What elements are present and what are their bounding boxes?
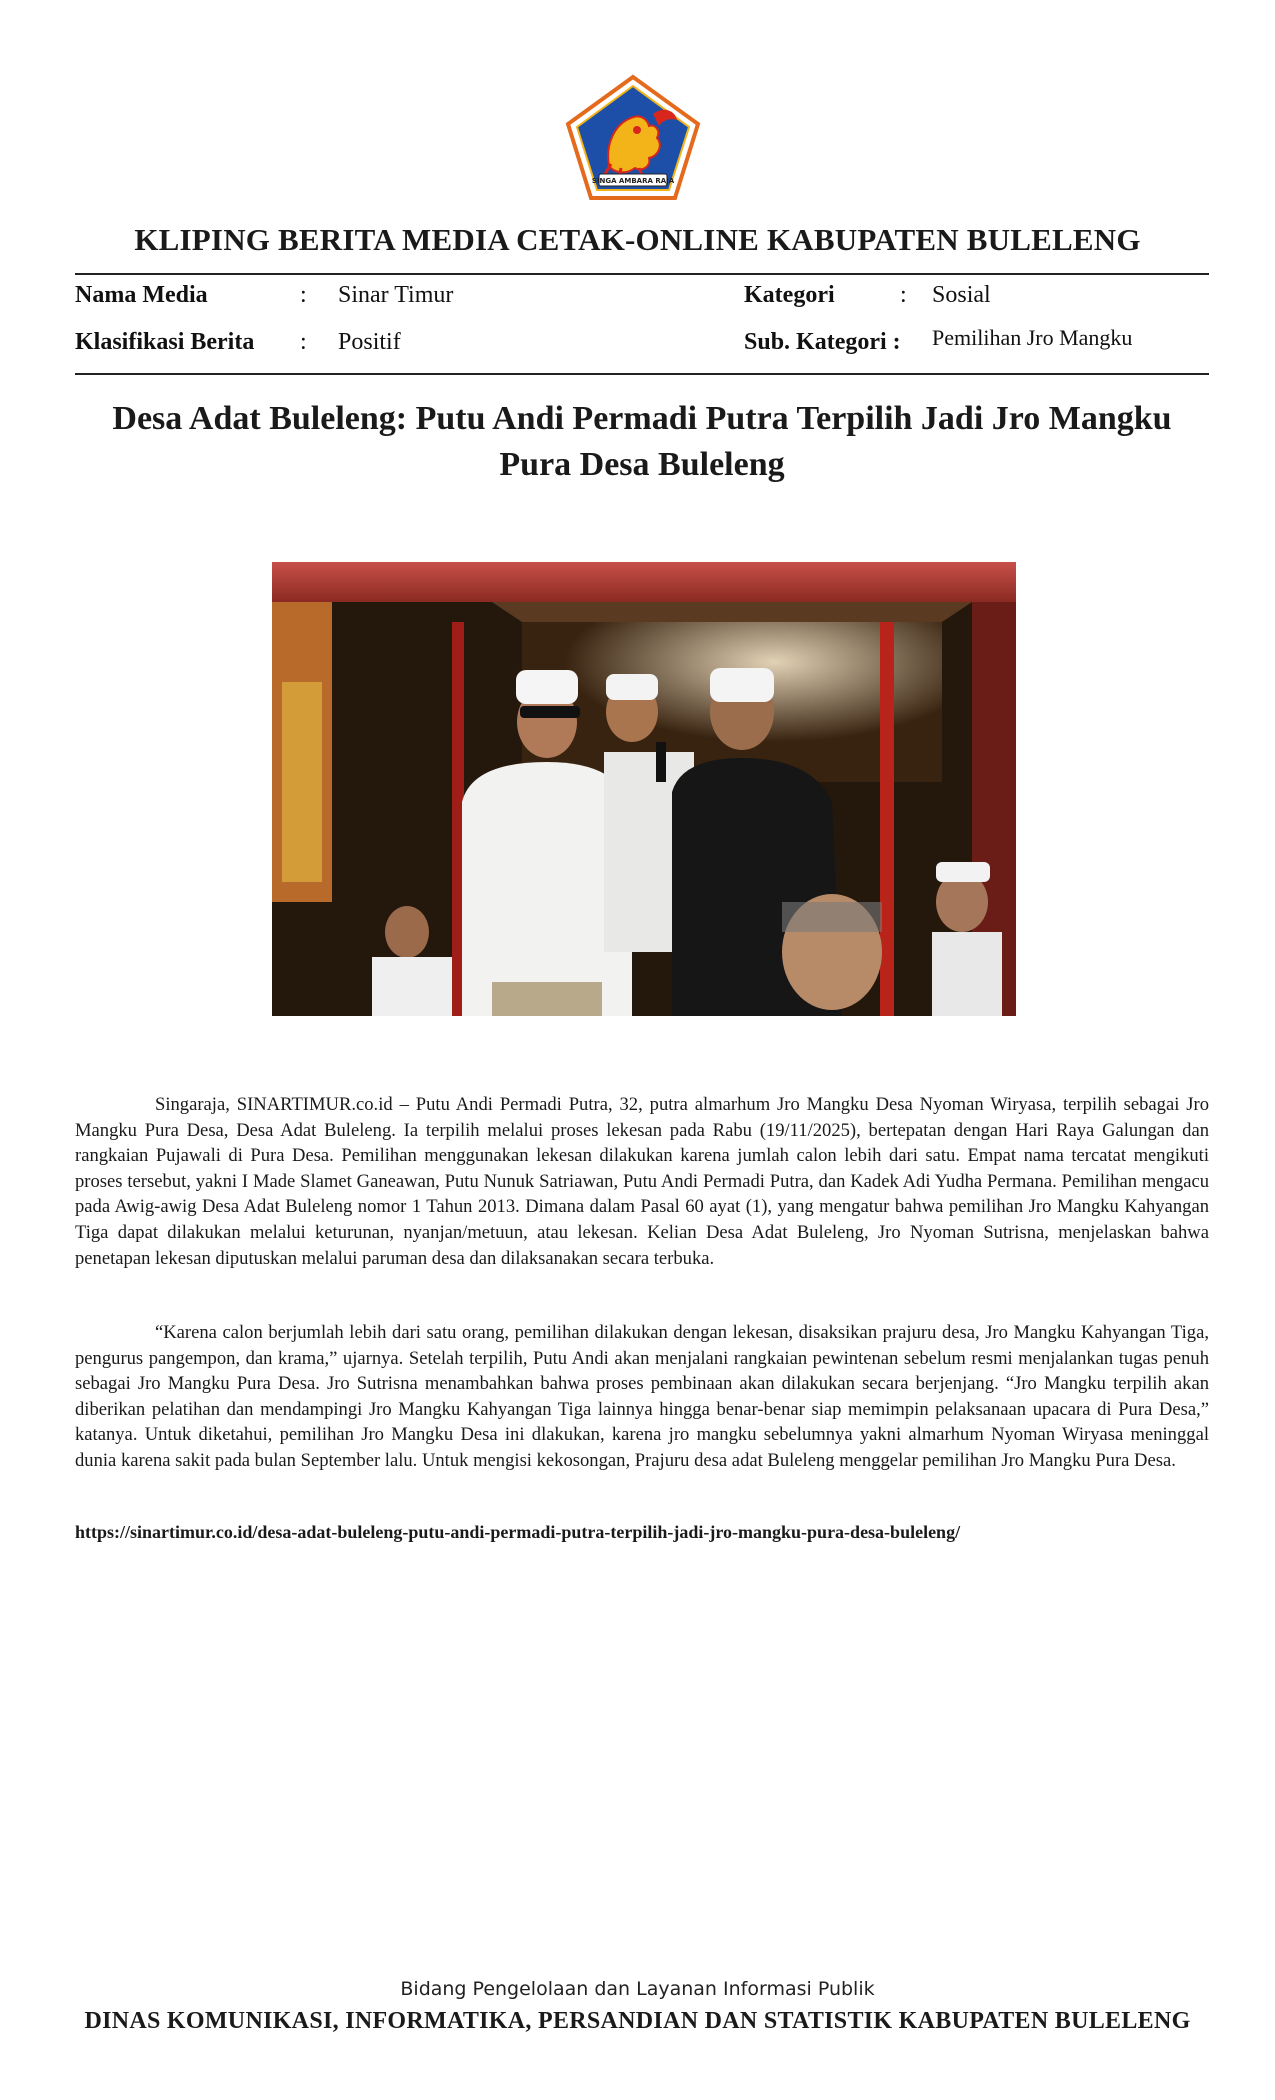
article-source-link[interactable]: https://sinartimur.co.id/desa-adat-buleleng-putu-andi-permadi-putra-terpilih-jadi-jro-mangku-pura-desa-buleleng/ [75,1522,961,1542]
bottom-divider [75,373,1209,375]
subcategory-value: Pemilihan Jro Mangku [932,325,1133,350]
meta-row-classification [0,325,1275,363]
media-value: Sinar Timur [338,282,454,308]
classification-label: Klasifikasi Berita [75,329,255,355]
category-value: Sosial [932,282,991,308]
top-divider [75,273,1209,275]
media-label: Nama Media [75,282,208,308]
buleleng-logo [565,74,701,202]
subcategory-label: Sub. Kategori : [744,329,901,355]
footer-unit: Bidang Pengelolaan dan Layanan Informasi Publik [400,1978,875,2000]
meta-row-media [0,282,1275,316]
clipping-header-title: KLIPING BERITA MEDIA CETAK-ONLINE KABUPATEN BULELENG [134,222,1141,257]
category-colon: : [900,282,907,308]
logo-motto: SINGA AMBARA RAJA [591,177,675,185]
classification-colon: : [300,329,307,355]
article-title: Desa Adat Buleleng: Putu Andi Permadi Putra Terpilih Jadi Jro Mangku Pura Desa Buleleng [112,400,1172,483]
footer-agency: DINAS KOMUNIKASI, INFORMATIKA, PERSANDIAN DAN STATISTIK KABUPATEN BULELENG [84,2008,1191,2034]
media-colon: : [300,282,307,308]
article-paragraph-2: “Karena calon berjumlah lebih dari satu orang, pemilihan dilakukan dengan lekesan, disaksikan prajuru desa, Jro Mangku Kahyangan Tiga, pengurus pangempon, dan krama,” ujarnya. Setelah terpilih, Putu Andi akan menjalani rangkaian pewintenan sebelum resmi menjalankan tugas penuh sebagai Jro Mangku Pura Desa. Jro Sutrisna menambahkan bahwa proses pembinaan akan dilakukan secara berjenjang. “Jro Mangku terpilih akan diberikan pelatihan dan mendampingi Jro Mangku Kahyangan Tiga lainnya hingga benar-benar siap memimpin pelaksanaan upacara di Pura Desa,” katanya. Untuk diketahui, pemilihan Jro Mangku Desa ini dlakukan, karena jro mangku sebelumnya yakni almarhum Nyoman Wiryasa meninggal dunia karena sakit pada bulan September lalu. Untuk mengisi kekosongan, Prajuru desa adat Buleleng menggelar pemilihan Jro Mangku Pura Desa. [75,1322,1209,1471]
classification-value: Positif [338,329,401,355]
article-photo [272,562,1016,1016]
category-label: Kategori [744,282,835,308]
article-paragraph-1: Singaraja, SINARTIMUR.co.id – Putu Andi Permadi Putra, 32, putra almarhum Jro Mangku Desa Nyoman Wiryasa, terpilih sebagai Jro Mangku Pura Desa, Desa Adat Buleleng. Ia terpilih melalui proses lekesan pada Rabu (19/11/2025), bertepatan dengan Hari Raya Galungan dan rangkaian Pujawali di Pura Desa. Pemilihan menggunakan lekesan dilakukan karena jumlah calon lebih dari satu. Empat nama tercatat mengikuti proses tersebut, yakni I Made Slamet Ganeawan, Putu Nunuk Satriawan, Putu Andi Permadi Putra, dan Kadek Adi Yudha Permana. Pemilihan mengacu pada Awig-awig Desa Adat Buleleng nomor 1 Tahun 2013. Dimana dalam Pasal 60 ayat (1), yang mengatur bahwa pemilihan Jro Mangku Kahyangan Tiga dapat dilakukan melalui keturunan, nyanjan/metuun, atau lekesan. Kelian Desa Adat Buleleng, Jro Nyoman Sutrisna, menjelaskan bahwa penetapan lekesan diputuskan melalui paruman desa dan dilaksanakan secara terbuka. [75,1094,1209,1269]
